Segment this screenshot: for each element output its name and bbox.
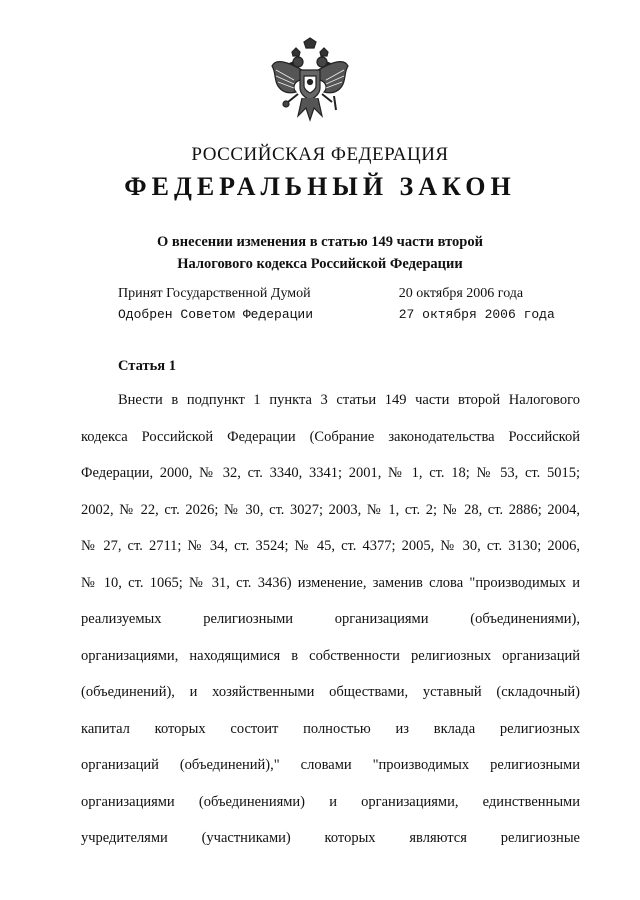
country-name: РОССИЙСКАЯ ФЕДЕРАЦИЯ bbox=[191, 144, 449, 165]
adoption-duma bbox=[118, 286, 568, 302]
adoption-council-date: 27 октября 2006 года bbox=[398, 307, 555, 322]
body-line: Внести в подпункт 1 пункта 3 статьи 149 части второй Налогового bbox=[118, 392, 580, 408]
double-headed-eagle-icon bbox=[268, 36, 352, 132]
document-type: ФЕДЕРАЛЬНЫЙ ЗАКОН bbox=[124, 172, 516, 201]
adoption-council-label: Одобрен Советом Федерации bbox=[118, 307, 314, 322]
law-title-line: О внесении изменения в статью 149 части второй bbox=[157, 234, 483, 250]
adoption-council bbox=[118, 307, 568, 322]
body-line: № 27, ст. 2711; № 34, ст. 3524; № 45, ст. 4377; 2005, № 30, ст. 3130; 2006, bbox=[81, 538, 580, 554]
adoption-duma-date: 20 октября 2006 года bbox=[398, 286, 524, 301]
body-line: кодекса Российской Федерации (Собрание законодательства Российской bbox=[81, 428, 580, 445]
law-title bbox=[0, 231, 640, 275]
body-line: № 10, ст. 1065; № 31, ст. 3436) изменение, заменив слова "производимых и bbox=[81, 574, 580, 591]
body-line: организаций (объединений)," словами "производимых религиозными bbox=[81, 757, 580, 773]
body-line: (объединений), и хозяйственными обществами, уставный (складочный) bbox=[81, 684, 580, 700]
body-line: учредителями (участниками) которых являются религиозные bbox=[81, 830, 580, 846]
article-heading: Статья 1 bbox=[118, 358, 176, 374]
body-line: организациями (объединениями) и организациями, единственными bbox=[81, 793, 580, 810]
body-line: организациями, находящимися в собственности религиозных организаций bbox=[81, 647, 580, 664]
body-line: капитал которых состоит полностью из вклада религиозных bbox=[81, 720, 580, 737]
body-line: Федерации, 2000, № 32, ст. 3340, 3341; 2001, № 1, ст. 18; № 53, ст. 5015; bbox=[81, 465, 580, 481]
body-line: реализуемых религиозными организациями (объединениями), bbox=[81, 611, 580, 627]
article-body bbox=[81, 389, 580, 864]
law-title-line: Налогового кодекса Российской Федерации bbox=[177, 256, 463, 272]
body-line: 2002, № 22, ст. 2026; № 30, ст. 3027; 2003, № 1, ст. 2; № 28, ст. 2886; 2004, bbox=[81, 501, 580, 518]
adoption-duma-label: Принят Государственной Думой bbox=[118, 286, 311, 301]
